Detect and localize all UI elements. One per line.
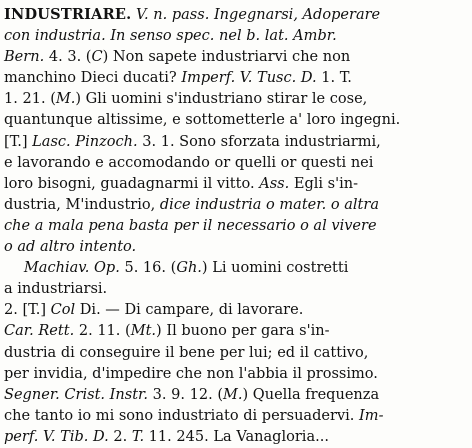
- italic-text: Im-: [359, 406, 384, 424]
- entry-line: [4, 384, 466, 405]
- italic-text: Mt.: [130, 322, 157, 340]
- entry-text: [T.]: [4, 132, 33, 150]
- entry-text: ) Gli uomini s'industriano stirar le cose,: [75, 90, 368, 108]
- entry-line: [4, 215, 466, 236]
- italic-text: perf. V. Tib. D.: [4, 427, 109, 445]
- entry-text: e lavorando e accomodando or quelli or questi nei: [4, 153, 374, 171]
- italic-text: C: [91, 48, 103, 66]
- italic-text: Machiav. Op.: [23, 259, 120, 277]
- italic-text: V. n. pass. Ingegnarsi, Adoperare: [136, 6, 381, 23]
- entry-text: manchino Dieci ducati?: [4, 69, 182, 87]
- italic-text: M.: [55, 90, 76, 108]
- italic-text: M.: [223, 385, 243, 403]
- entry-text: ) Quella frequenza: [242, 385, 380, 403]
- entry-text: ) Non sapete industriarvi che non: [102, 48, 351, 66]
- entry-line: [4, 299, 466, 320]
- entry-line: [4, 342, 466, 363]
- italic-text: Car. Rett.: [4, 322, 75, 340]
- entry-text: 2. 11. (: [74, 322, 131, 340]
- entry-line: [4, 67, 466, 88]
- italic-text: o ad altro intento.: [4, 238, 137, 256]
- entry-line: [4, 194, 466, 215]
- entry-text: ) Li uomini costretti: [201, 259, 349, 277]
- entry-line: [4, 25, 466, 46]
- entry-text: 11. 245. La Vanagloria...: [144, 427, 329, 445]
- entry-text: ) Il buono per gara s'in-: [156, 322, 330, 340]
- entry-line: [4, 88, 466, 109]
- italic-text: Segner. Crist. Instr.: [4, 385, 149, 403]
- dictionary-entry-industriare: [4, 4, 468, 447]
- entry-text: 1. 21. (: [4, 90, 56, 108]
- entry-text: 4. 3. (: [44, 48, 92, 66]
- italic-text: Bern.: [4, 48, 45, 66]
- italic-text: dice industria o mater. o altra: [159, 195, 379, 213]
- entry-line: [4, 4, 466, 25]
- entry-text: loro bisogni, guadagnarmi il vitto.: [4, 174, 260, 192]
- entry-text: per invidia, d'impedire che non l'abbia il prossimo.: [4, 364, 378, 382]
- entry-line: [4, 173, 466, 194]
- entry-text: Di. — Di campare, di lavorare.: [75, 301, 304, 319]
- italic-text: che a mala pena basta per il necessario o al vivere: [4, 216, 377, 234]
- entry-text: 3. 1. Sono sforzata industriarmi,: [137, 132, 381, 150]
- entry-line: [4, 257, 466, 278]
- entry-text: dustria, M'industrio,: [4, 195, 160, 213]
- entry-text: che tanto io mi sono industriato di persuadervi.: [4, 406, 360, 424]
- italic-text: T.: [131, 427, 145, 445]
- entry-line: [4, 46, 466, 67]
- entry-line: [4, 426, 466, 447]
- entry-text: a industriarsi.: [4, 280, 108, 298]
- italic-text: Lasc. Pinzoch.: [32, 132, 138, 150]
- entry-line: [4, 405, 466, 426]
- headword: INDUSTRIARE.: [4, 6, 132, 23]
- italic-text: Ass.: [259, 174, 290, 192]
- entry-line: [4, 278, 466, 299]
- entry-line: [4, 236, 466, 257]
- entry-text: 3. 9. 12. (: [148, 385, 224, 403]
- italic-text: Imperf. V. Tusc. D.: [181, 69, 317, 87]
- entry-line: [4, 152, 466, 173]
- entry-line: [4, 131, 466, 152]
- entry-text: 1. T.: [316, 69, 352, 87]
- entry-line: [4, 320, 466, 341]
- entry-line: [4, 109, 466, 130]
- entry-text: dustria di conseguire il bene per lui; ed il cattivo,: [4, 343, 369, 361]
- entry-text: Egli s'in-: [289, 174, 359, 192]
- entry-text: 5. 16. (: [119, 259, 177, 277]
- entry-text: 2. [T.]: [4, 301, 51, 319]
- italic-text: con industria. In senso spec. nel b. lat. Ambr.: [4, 27, 337, 45]
- entry-line: [4, 363, 466, 384]
- entry-text: 2.: [108, 427, 132, 445]
- italic-text: Col: [50, 301, 76, 319]
- italic-text: Gh.: [176, 259, 202, 277]
- entry-text: quantunque altissime, e sottometterle a' loro ingegni.: [4, 111, 401, 129]
